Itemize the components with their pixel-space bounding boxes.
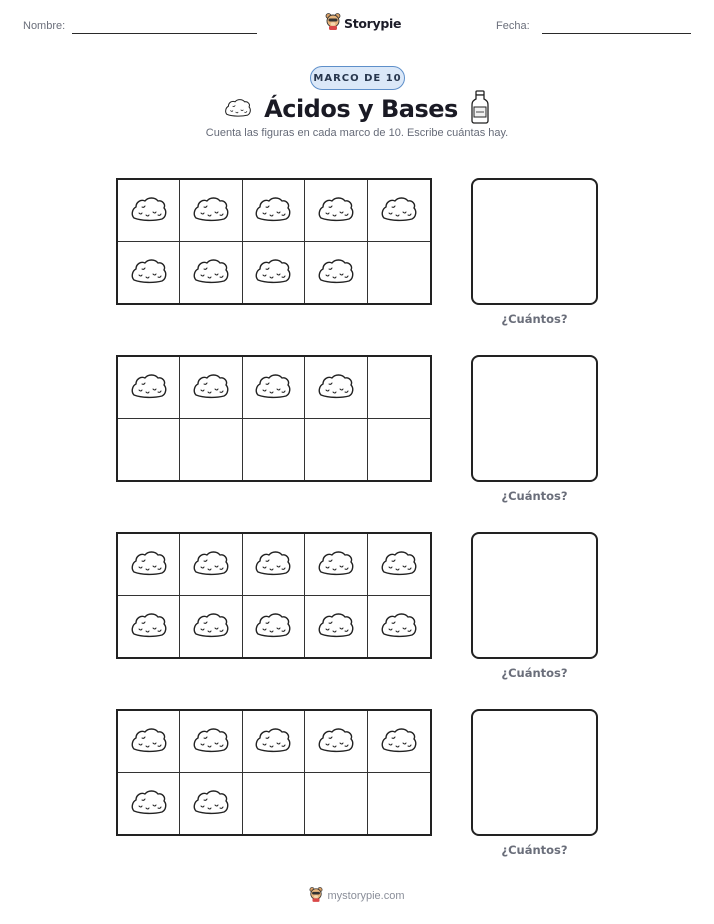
ten-frame xyxy=(116,532,432,659)
frame-cell xyxy=(305,419,367,481)
rock-icon xyxy=(224,96,252,122)
rock-icon xyxy=(317,194,355,226)
bear-logo-icon xyxy=(325,12,341,34)
name-label: Nombre: xyxy=(23,20,66,32)
rock-icon xyxy=(130,725,168,757)
frame-cell xyxy=(305,357,367,419)
frame-cell xyxy=(305,773,367,835)
date-label: Fecha: xyxy=(496,20,530,32)
frame-cell xyxy=(305,534,367,596)
answer-label: ¿Cuántos? xyxy=(501,489,568,503)
frame-cell xyxy=(243,419,305,481)
rock-icon xyxy=(130,610,168,642)
ten-frame xyxy=(116,709,432,836)
frame-cell xyxy=(243,711,305,773)
page-title: Ácidos y Bases xyxy=(264,95,458,123)
frame-cell xyxy=(180,534,242,596)
frame-cell xyxy=(368,419,430,481)
frame-cell xyxy=(180,596,242,658)
frame-cell xyxy=(118,711,180,773)
answer-box[interactable] xyxy=(471,178,598,305)
frame-cell xyxy=(243,773,305,835)
title-row xyxy=(0,90,714,128)
rock-icon xyxy=(192,256,230,288)
frame-cell xyxy=(305,180,367,242)
rock-icon xyxy=(130,548,168,580)
frame-cell xyxy=(118,596,180,658)
frame-cell xyxy=(118,357,180,419)
rock-icon xyxy=(192,725,230,757)
answer-box[interactable] xyxy=(471,355,598,482)
rock-icon xyxy=(380,725,418,757)
frame-cell xyxy=(118,419,180,481)
ten-frame xyxy=(116,355,432,482)
bear-logo-icon xyxy=(309,886,323,905)
name-line[interactable] xyxy=(72,33,257,34)
frame-cell xyxy=(305,242,367,304)
frame-cell xyxy=(243,180,305,242)
rock-icon xyxy=(317,371,355,403)
rock-icon xyxy=(380,194,418,226)
answer-label: ¿Cuántos? xyxy=(501,666,568,680)
footer xyxy=(0,886,714,905)
frame-cell xyxy=(368,773,430,835)
rock-icon xyxy=(192,610,230,642)
frame-cell xyxy=(368,242,430,304)
frame-cell xyxy=(368,534,430,596)
rock-icon xyxy=(317,610,355,642)
frame-cell xyxy=(118,534,180,596)
rock-icon xyxy=(254,610,292,642)
frame-cell xyxy=(118,180,180,242)
frame-cell xyxy=(368,596,430,658)
rock-icon xyxy=(380,610,418,642)
footer-url: mystorypie.com xyxy=(327,889,405,902)
rock-icon xyxy=(130,787,168,819)
frame-cell xyxy=(180,773,242,835)
frame-cell xyxy=(180,242,242,304)
rock-icon xyxy=(254,256,292,288)
rock-icon xyxy=(192,787,230,819)
rock-icon xyxy=(254,725,292,757)
brand xyxy=(325,13,401,33)
rock-icon xyxy=(380,548,418,580)
rock-icon xyxy=(130,194,168,226)
rock-icon xyxy=(192,548,230,580)
frame-cell xyxy=(180,180,242,242)
date-line[interactable] xyxy=(542,33,691,34)
ten-frame xyxy=(116,178,432,305)
frame-cell xyxy=(305,711,367,773)
frame-cell xyxy=(368,357,430,419)
badge: MARCO DE 10 xyxy=(310,66,405,90)
frame-cell xyxy=(305,596,367,658)
rock-icon xyxy=(130,256,168,288)
brand-name: Storypie xyxy=(344,15,402,31)
frame-cell xyxy=(368,180,430,242)
answer-label: ¿Cuántos? xyxy=(501,312,568,326)
frame-cell xyxy=(368,711,430,773)
frame-cell xyxy=(243,242,305,304)
rock-icon xyxy=(317,725,355,757)
answer-box[interactable] xyxy=(471,709,598,836)
frame-cell xyxy=(118,773,180,835)
rock-icon xyxy=(254,194,292,226)
rock-icon xyxy=(130,371,168,403)
rock-icon xyxy=(192,371,230,403)
instructions: Cuenta las figuras en cada marco de 10. Escribe cuántas hay. xyxy=(205,127,509,139)
answer-label: ¿Cuántos? xyxy=(501,843,568,857)
rock-icon xyxy=(317,548,355,580)
frame-cell xyxy=(180,357,242,419)
frame-cell xyxy=(243,357,305,419)
frame-cell xyxy=(243,596,305,658)
bottle-icon xyxy=(470,90,490,128)
rock-icon xyxy=(254,371,292,403)
rock-icon xyxy=(254,548,292,580)
rock-icon xyxy=(192,194,230,226)
frame-cell xyxy=(180,419,242,481)
rock-icon xyxy=(317,256,355,288)
frame-cell xyxy=(180,711,242,773)
answer-box[interactable] xyxy=(471,532,598,659)
frame-cell xyxy=(118,242,180,304)
frame-cell xyxy=(243,534,305,596)
